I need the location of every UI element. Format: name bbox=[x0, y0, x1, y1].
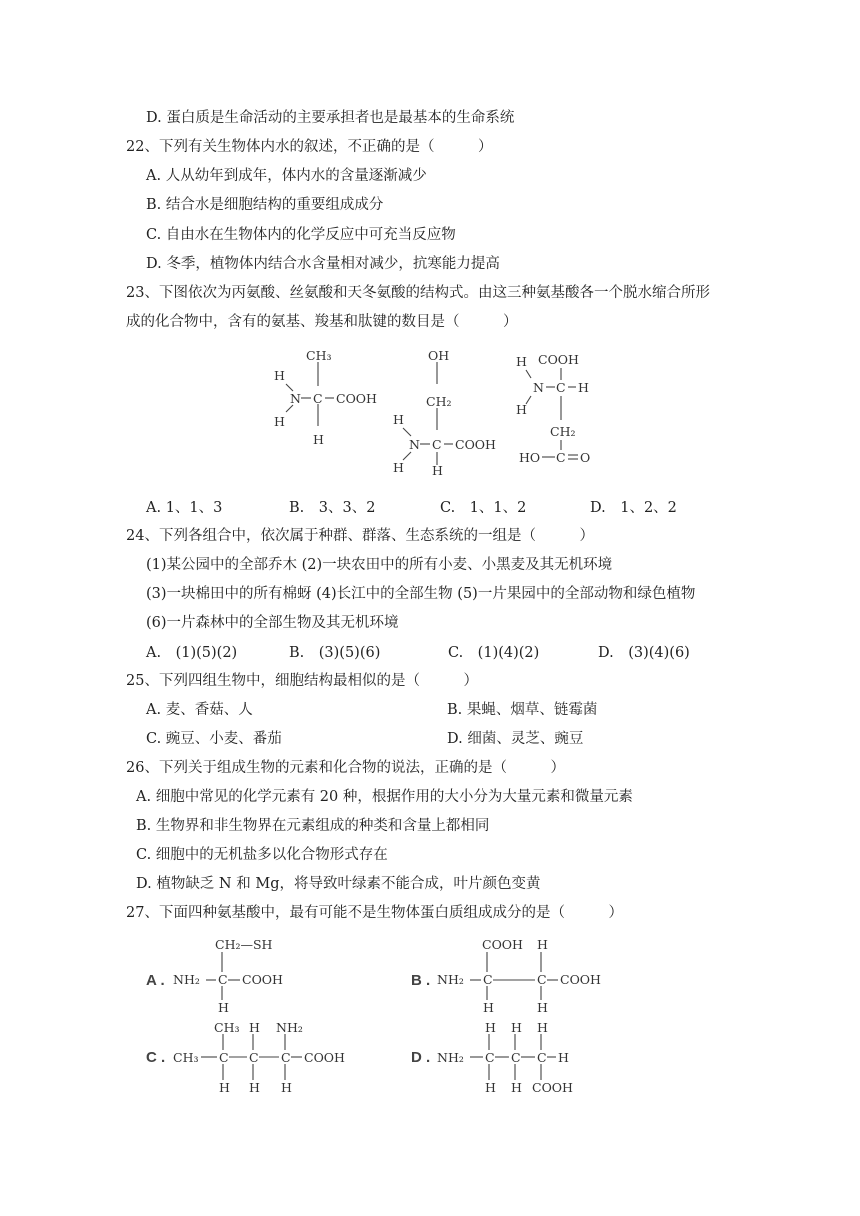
q22-option-a: A. 人从幼年到成年，体内水的含量逐渐减少 bbox=[146, 168, 427, 184]
q23-stem-line2: 成的化合物中，含有的氨基、羧基和肽键的数目是（ ） bbox=[126, 314, 518, 330]
ser-h2: H bbox=[393, 460, 404, 475]
q24-option-c: C. (1)(4)(2) bbox=[448, 645, 540, 661]
ser-h3: H bbox=[432, 463, 443, 478]
asp-o: O bbox=[580, 450, 591, 465]
b-c1: C bbox=[483, 972, 493, 987]
asp-n: N bbox=[533, 380, 544, 395]
ser-n: N bbox=[409, 437, 420, 452]
c-nh2-top: NH₂ bbox=[276, 1020, 303, 1035]
c-c1: C bbox=[219, 1050, 229, 1065]
q25-option-a: A. 麦、香菇、人 bbox=[146, 702, 253, 718]
ala-h2: H bbox=[274, 414, 285, 429]
q23-structures-figure bbox=[0, 340, 860, 480]
asp-h3: H bbox=[516, 402, 527, 417]
q23-option-a: A. 1、1、3 bbox=[146, 500, 223, 516]
q24-item-line1: (1)某公园中的全部乔木 (2)一块农田中的所有小麦、小黑麦及其无机环境 bbox=[146, 557, 613, 573]
q24-item-line2: (3)一块棉田中的所有棉蚜 (4)长江中的全部生物 (5)一片果园中的全部动物和绿色植物 bbox=[146, 586, 696, 602]
q27-label-c: C . bbox=[146, 1049, 166, 1066]
q22-option-c: C. 自由水在生物体内的化学反应中可充当反应物 bbox=[146, 227, 456, 243]
d-nh2: NH₂ bbox=[437, 1050, 464, 1065]
d-h-bot2: H bbox=[511, 1080, 522, 1095]
q21-option-d: D. 蛋白质是生命活动的主要承担者也是最基本的生命系统 bbox=[146, 110, 515, 126]
b-h-top: H bbox=[537, 937, 548, 952]
b-cooh: COOH bbox=[560, 972, 601, 987]
c-ch3-top: CH₃ bbox=[214, 1020, 240, 1035]
a-h: H bbox=[218, 1000, 229, 1015]
d-c1: C bbox=[485, 1050, 495, 1065]
q27-structures-figure bbox=[0, 936, 860, 1106]
q26-option-c: C. 细胞中的无机盐多以化合物形式存在 bbox=[136, 847, 388, 863]
asp-ch2: CH₂ bbox=[550, 424, 576, 439]
asp-c2: C bbox=[556, 450, 566, 465]
q24-option-a: A. (1)(5)(2) bbox=[146, 645, 238, 661]
asp-c1: C bbox=[556, 380, 566, 395]
q24-stem: 24、下列各组合中，依次属于种群、群落、生态系统的一组是（ ） bbox=[126, 528, 594, 544]
q27-label-b: B . bbox=[411, 972, 431, 989]
q26-option-d: D. 植物缺乏 N 和 Mg，将导致叶绿素不能合成，叶片颜色变黄 bbox=[136, 876, 541, 892]
q22-option-d: D. 冬季，植物体内结合水含量相对减少，抗寒能力提高 bbox=[146, 256, 500, 272]
c-h3: H bbox=[281, 1080, 292, 1095]
c-c3: C bbox=[281, 1050, 291, 1065]
q23-option-c: C. 1、1、2 bbox=[440, 500, 527, 516]
ser-h1: H bbox=[393, 412, 404, 427]
c-c2: C bbox=[249, 1050, 259, 1065]
q24-item-line3: (6)一片森林中的全部生物及其无机环境 bbox=[146, 615, 399, 631]
d-h-bot1: H bbox=[485, 1080, 496, 1095]
a-ch2sh: CH₂—SH bbox=[215, 937, 273, 952]
d-c3: C bbox=[537, 1050, 547, 1065]
ala-h1: H bbox=[274, 368, 285, 383]
b-h2: H bbox=[537, 1000, 548, 1015]
b-c2: C bbox=[537, 972, 547, 987]
b-nh2: NH₂ bbox=[437, 972, 464, 987]
asp-cooh: COOH bbox=[538, 352, 579, 367]
a-c: C bbox=[218, 972, 228, 987]
q24-option-d: D. (3)(4)(6) bbox=[598, 645, 690, 661]
c-h1: H bbox=[219, 1080, 230, 1095]
a-cooh: COOH bbox=[242, 972, 283, 987]
ala-ch3: CH₃ bbox=[306, 348, 332, 363]
d-h-top2: H bbox=[511, 1020, 522, 1035]
q27-label-a: A . bbox=[146, 972, 165, 989]
a-nh2: NH₂ bbox=[173, 972, 200, 987]
ala-cooh: COOH bbox=[336, 391, 377, 406]
ala-h3: H bbox=[313, 432, 324, 447]
c-h2: H bbox=[249, 1080, 260, 1095]
ser-cooh: COOH bbox=[455, 437, 496, 452]
ala-n: N bbox=[290, 391, 301, 406]
d-h-top3: H bbox=[537, 1020, 548, 1035]
q25-option-d: D. 细菌、灵芝、豌豆 bbox=[447, 731, 584, 747]
d-cooh: COOH bbox=[532, 1080, 573, 1095]
q27-label-d: D . bbox=[411, 1049, 431, 1066]
c-ch3: CH₃ bbox=[173, 1050, 199, 1065]
b-cooh-top: COOH bbox=[482, 937, 523, 952]
q25-option-c: C. 豌豆、小麦、番茄 bbox=[146, 731, 282, 747]
q26-stem: 26、下列关于组成生物的元素和化合物的说法，正确的是（ ） bbox=[126, 760, 565, 776]
c-h-top: H bbox=[249, 1020, 260, 1035]
ser-oh: OH bbox=[428, 348, 450, 363]
q23-stem-line1: 23、下图依次为丙氨酸、丝氨酸和天冬氨酸的结构式。由这三种氨基酸各一个脱水缩合所形 bbox=[126, 285, 710, 301]
ser-c: C bbox=[432, 437, 442, 452]
c-cooh: COOH bbox=[304, 1050, 345, 1065]
ser-ch2: CH₂ bbox=[426, 394, 452, 409]
q26-option-a: A. 细胞中常见的化学元素有 20 种，根据作用的大小分为大量元素和微量元素 bbox=[136, 789, 633, 805]
asp-h1: H bbox=[516, 354, 527, 369]
q23-option-d: D. 1、2、2 bbox=[590, 500, 677, 516]
q24-option-b: B. (3)(5)(6) bbox=[289, 645, 381, 661]
asp-ho: HO bbox=[519, 450, 541, 465]
d-h-top1: H bbox=[485, 1020, 496, 1035]
ala-c: C bbox=[313, 391, 323, 406]
d-h-right: H bbox=[558, 1050, 569, 1065]
b-h1: H bbox=[483, 1000, 494, 1015]
q25-stem: 25、下列四组生物中，细胞结构最相似的是（ ） bbox=[126, 673, 478, 689]
q22-option-b: B. 结合水是细胞结构的重要组成成分 bbox=[146, 197, 384, 213]
q23-option-b: B. 3、3、2 bbox=[289, 500, 376, 516]
d-c2: C bbox=[511, 1050, 521, 1065]
q26-option-b: B. 生物界和非生物界在元素组成的种类和含量上都相同 bbox=[136, 818, 490, 834]
q27-stem: 27、下面四种氨基酸中，最有可能不是生物体蛋白质组成成分的是（ ） bbox=[126, 905, 623, 921]
q22-stem: 22、下列有关生物体内水的叙述，不正确的是（ ） bbox=[126, 139, 493, 155]
asp-h2: H bbox=[578, 380, 589, 395]
q25-option-b: B. 果蝇、烟草、链霉菌 bbox=[447, 702, 598, 718]
